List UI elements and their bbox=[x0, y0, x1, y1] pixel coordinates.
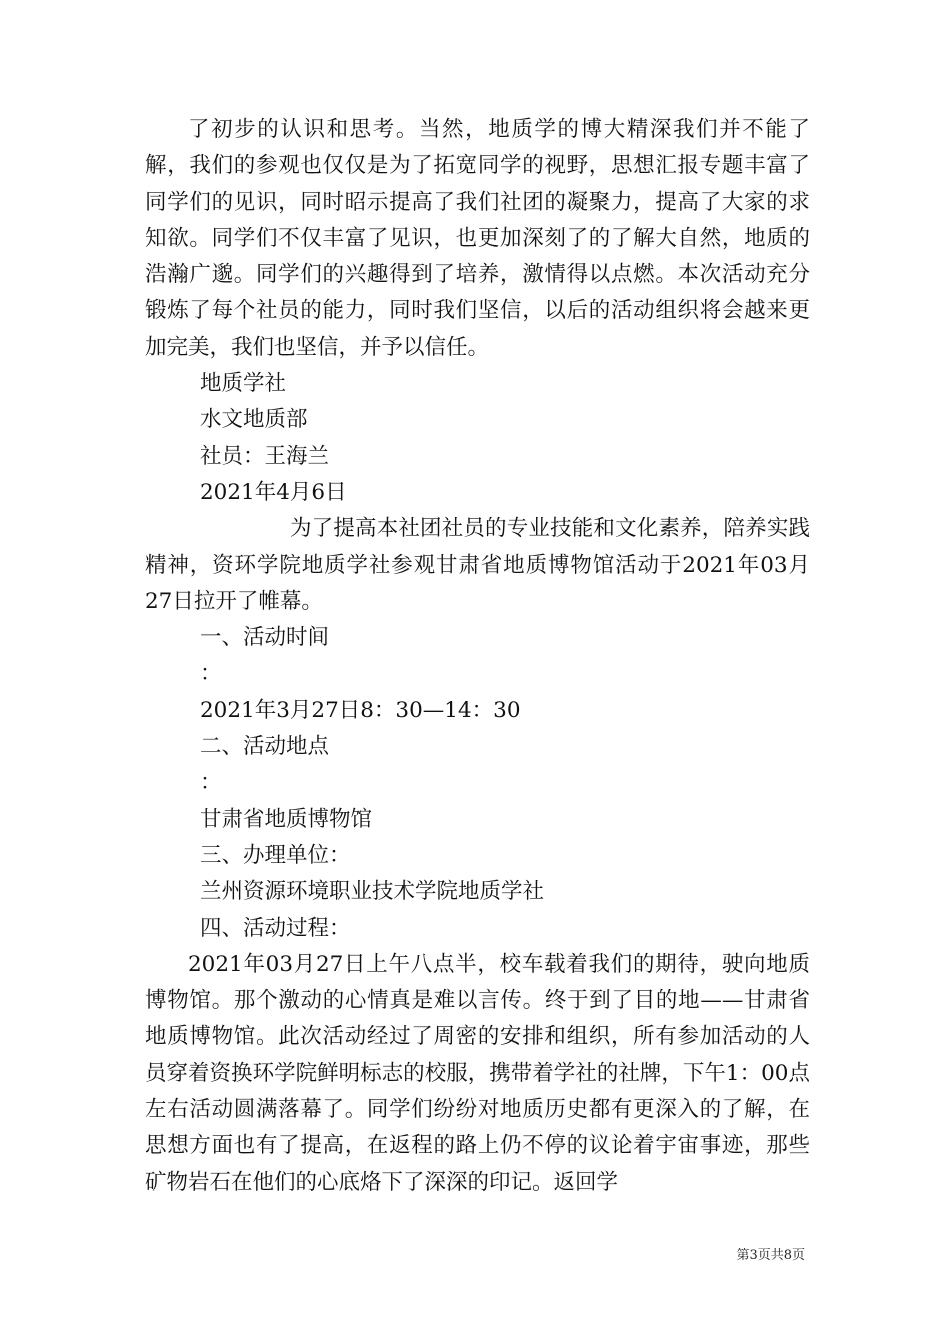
section-place-heading: 二、活动地点 bbox=[200, 734, 330, 760]
page-number-footer: 第3页共8页 bbox=[736, 1248, 805, 1263]
signature-member: 社员：王海兰 bbox=[200, 443, 330, 469]
continuation-paragraph: 了初步的认识和思考。当然，地质学的博大精深我们并不能了解，我们的参观也仅仅是为了拓宽同学的视野，思想汇报专题丰富了同学们的见识，同时昭示提高了我们社团的凝聚力，提高了大家的求知欲。同学们不仅丰富了见识，也更加深刻了的了解大自然，地质的浩瀚广邈。同学们的兴趣得到了培养，激情得以点燃。本次活动充分锻炼了每个社员的能力，同时我们坚信，以后的活动组织将会越来更加完美，我们也坚信，并予以信任。 bbox=[145, 117, 810, 360]
section-time-colon: ： bbox=[200, 661, 222, 687]
process-paragraph: 2021年03月27日上午八点半，校车载着我们的期待，驶向地质博物馆。那个激动的心情真是难以言传。终于到了目的地——甘肃省地质博物馆。此次活动经过了周密的安排和组织，所有参加活动的人员穿着资换环学院鲜明标志的校服，携带着学社的社牌，下午1：00点左右活动圆满落幕了。同学们纷纷对地质历史都有更深入的了解，在思想方面也有了提高，在返程的路上仍不停的议论着宇宙事迹，那些矿物岩石在他们的心底烙下了深深的印记。返回学 bbox=[145, 951, 810, 1195]
section-process-heading: 四、活动过程： bbox=[200, 915, 351, 941]
section-place-colon: ： bbox=[200, 770, 222, 796]
signature-dept: 水文地质部 bbox=[200, 407, 308, 433]
section-time-heading: 一、活动时间 bbox=[200, 625, 330, 651]
signature-org: 地质学社 bbox=[200, 371, 287, 397]
signature-date: 2021年4月6日 bbox=[200, 479, 347, 505]
section-place-value: 甘肃省地质博物馆 bbox=[200, 806, 373, 832]
section-time-value: 2021年3月27日8：30—14：30 bbox=[200, 697, 521, 723]
intro-paragraph: 为了提高本社团社员的专业技能和文化素养，陪养实践精神，资环学院地质学社参观甘肃省地质博物馆活动于2021年03月27日拉开了帷幕。 bbox=[145, 516, 810, 614]
section-org-value: 兰州资源环境职业技术学院地质学社 bbox=[200, 879, 545, 905]
section-org-heading: 三、办理单位： bbox=[200, 842, 351, 868]
document-body bbox=[145, 112, 810, 1201]
